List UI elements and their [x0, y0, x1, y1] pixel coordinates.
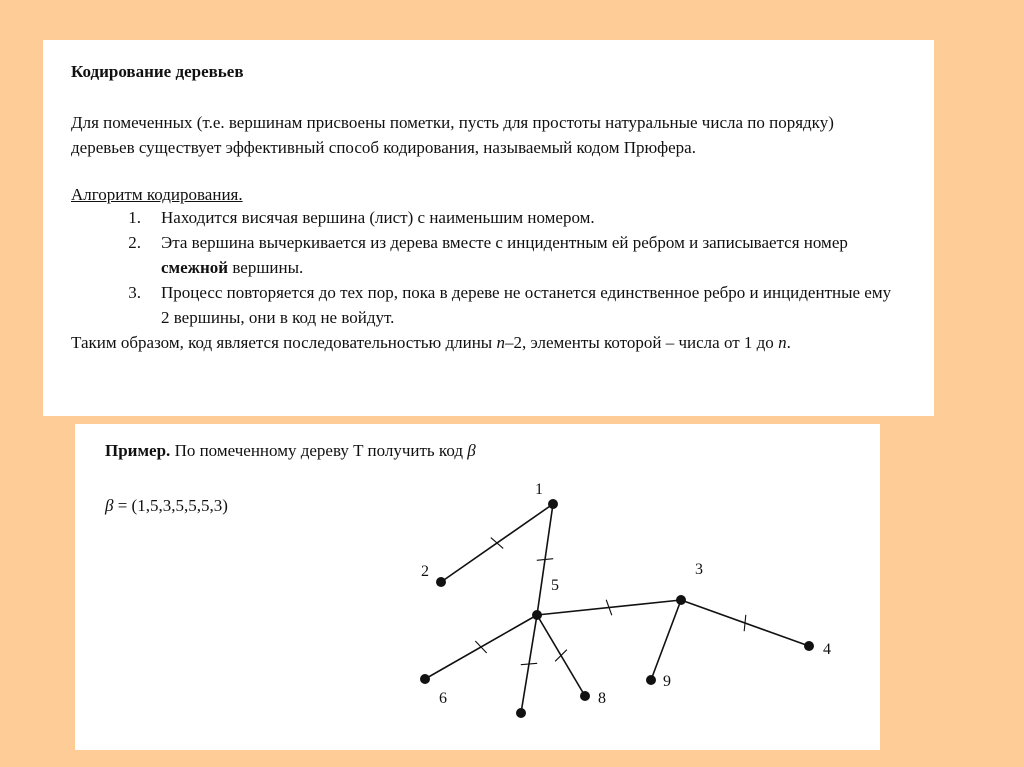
tree-vertex — [436, 577, 446, 587]
vertex-label: 5 — [551, 577, 559, 594]
crossed-edge-mark — [475, 641, 486, 653]
vertex-label: 3 — [695, 561, 703, 578]
step-1 — [71, 205, 901, 230]
step-number: 3. — [128, 283, 141, 302]
step-text-bold: смежной — [161, 258, 229, 277]
vertex-label: 1 — [535, 481, 543, 498]
tree-diagram — [75, 424, 880, 750]
tree-vertex — [804, 641, 814, 651]
conclusion-text: Таким образом, код является последовательностью длины — [71, 333, 497, 352]
tree-vertex — [646, 675, 656, 685]
step-text: Находится висячая вершина (лист) с наименьшим номером. — [161, 208, 595, 227]
example-label: Пример. — [105, 441, 171, 460]
step-text — [161, 230, 901, 280]
vertex-label: 6 — [439, 690, 447, 707]
crossed-edge-mark — [555, 650, 567, 662]
tree-edge — [651, 600, 681, 680]
step-number: 2. — [128, 233, 141, 252]
algorithm-title: Алгоритм кодирования. — [71, 185, 243, 204]
conclusion-text: –2, элементы которой – числа от 1 до — [504, 333, 779, 352]
code-value: = (1,5,3,5,5,5,3) — [113, 496, 228, 515]
variable-n: n — [778, 333, 787, 352]
example-panel — [75, 424, 880, 750]
section-heading: Кодирование деревьев — [71, 62, 244, 81]
beta-symbol: β — [105, 496, 114, 515]
step-3 — [71, 280, 901, 330]
algorithm-steps — [71, 205, 901, 330]
vertex-label: 4 — [823, 641, 831, 658]
tree-vertex — [548, 499, 558, 509]
crossed-edge-mark — [521, 663, 537, 664]
step-text-part: вершины. — [228, 258, 304, 277]
tree-vertex — [676, 595, 686, 605]
vertex-label: 8 — [598, 690, 606, 707]
step-2 — [71, 230, 901, 280]
example-text: По помеченному дереву T получить код — [170, 441, 468, 460]
definition-panel — [43, 40, 934, 416]
variable-n: n — [496, 333, 505, 352]
step-text-part: Эта вершина вычеркивается из дерева вместе с инцидентным ей ребром и записывается номер — [161, 233, 848, 252]
tree-vertex — [420, 674, 430, 684]
step-text: Процесс повторяется до тех пор, пока в дереве не останется единственное ребро и инцидентные ему 2 вершины, они в код не войдут. — [161, 283, 892, 327]
conclusion-text: . — [786, 333, 791, 352]
tree-vertex — [516, 708, 526, 718]
tree-vertex — [532, 610, 542, 620]
intro-paragraph: Для помеченных (т.е. вершинам присвоены пометки, пусть для простоты натуральные числа по порядку) деревьев существует эффективный способ кодирования, называемый кодом Прюфера. — [71, 113, 834, 157]
vertex-label: 2 — [421, 563, 429, 580]
tree-vertex — [580, 691, 590, 701]
conclusion-paragraph — [71, 330, 891, 355]
vertex-label: 9 — [663, 673, 671, 690]
step-number: 1. — [128, 208, 141, 227]
beta-symbol: β — [467, 441, 476, 460]
